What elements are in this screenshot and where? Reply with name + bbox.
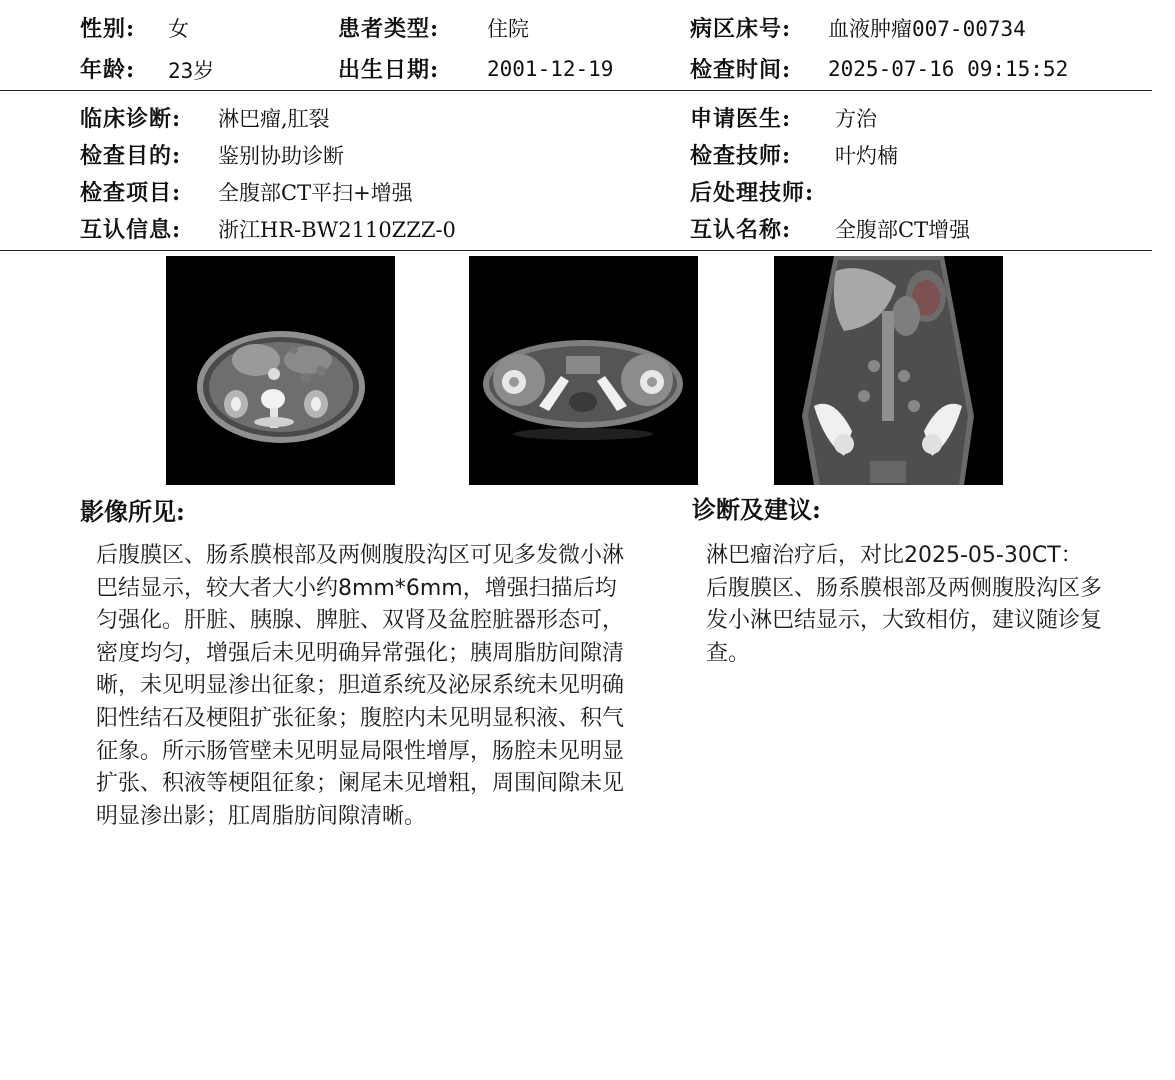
dob-label: 出生日期: — [338, 57, 440, 83]
clinical-diagnosis-value: 淋巴瘤,肛裂 — [218, 107, 330, 131]
mutual-info-value: 浙江HR-BW2110ZZZ-0 — [218, 218, 456, 242]
post-processing-technician-label: 后处理技师: — [690, 180, 815, 206]
requesting-doctor-value: 方治 — [835, 107, 877, 131]
mutual-info-label: 互认信息: — [80, 217, 182, 243]
info-divider — [0, 250, 1152, 251]
age-label: 年龄: — [80, 57, 136, 83]
exam-technician-label: 检查技师: — [690, 143, 792, 169]
header-divider — [0, 90, 1152, 91]
exam-item-label: 检查项目: — [80, 180, 182, 206]
dob-value: 2001-12-19 — [487, 57, 614, 81]
findings-text: 后腹膜区、肠系膜根部及两侧腹股沟区可见多发微小淋巴结显示，较大者大小约8mm*6mm，增强扫描后均匀强化。肝脏、胰腺、脾脏、双肾及盆腔脏器形态可，密度均匀，增强后未见明确异常强化；胰周脂肪间隙清晰，未见明显渗出征象；胆道系统及泌尿系统未见明确阳性结石及梗阻扩张征象；腹腔内未见明显积液、积气征象。所示肠管壁未见明显局限性增厚，肠腔未见明显扩张、积液等梗阻征象；阑尾未见增粗，周围间隙未见明显渗出影；肛周脂肪间隙清晰。 — [96, 543, 625, 829]
ward-bed-label: 病区床号: — [690, 16, 792, 42]
mutual-name-value: 全腹部CT增强 — [835, 218, 971, 242]
ward-bed-value: 血液肿瘤007-00734 — [828, 17, 1026, 41]
exam-time-value: 2025-07-16 09:15:52 — [828, 57, 1069, 81]
patient-type-label: 患者类型: — [338, 16, 440, 42]
gender-label: 性别: — [80, 16, 136, 42]
exam-item-value: 全腹部CT平扫+增强 — [218, 181, 413, 205]
exam-technician-value: 叶灼楠 — [835, 144, 898, 168]
exam-time-label: 检查时间: — [690, 57, 792, 83]
mutual-name-label: 互认名称: — [690, 217, 792, 243]
ct-axial-pelvis-image — [469, 256, 698, 485]
exam-purpose-label: 检查目的: — [80, 143, 182, 169]
findings-title: 影像所见: — [80, 497, 185, 526]
conclusion-title: 诊断及建议: — [692, 495, 821, 524]
conclusion-text: 淋巴瘤治疗后，对比2025-05-30CT：后腹膜区、肠系膜根部及两侧腹股沟区多发小淋巴结显示，大致相仿，建议随诊复查。 — [706, 543, 1103, 666]
patient-type-value: 住院 — [487, 17, 529, 41]
exam-purpose-value: 鉴别协助诊断 — [218, 144, 344, 168]
gender-value: 女 — [168, 17, 189, 41]
clinical-diagnosis-label: 临床诊断: — [80, 106, 182, 132]
age-value: 23岁 — [168, 59, 215, 83]
ct-axial-abdomen-image — [166, 256, 395, 485]
requesting-doctor-label: 申请医生: — [690, 106, 792, 132]
ct-coronal-abdomen-image — [774, 256, 1003, 485]
